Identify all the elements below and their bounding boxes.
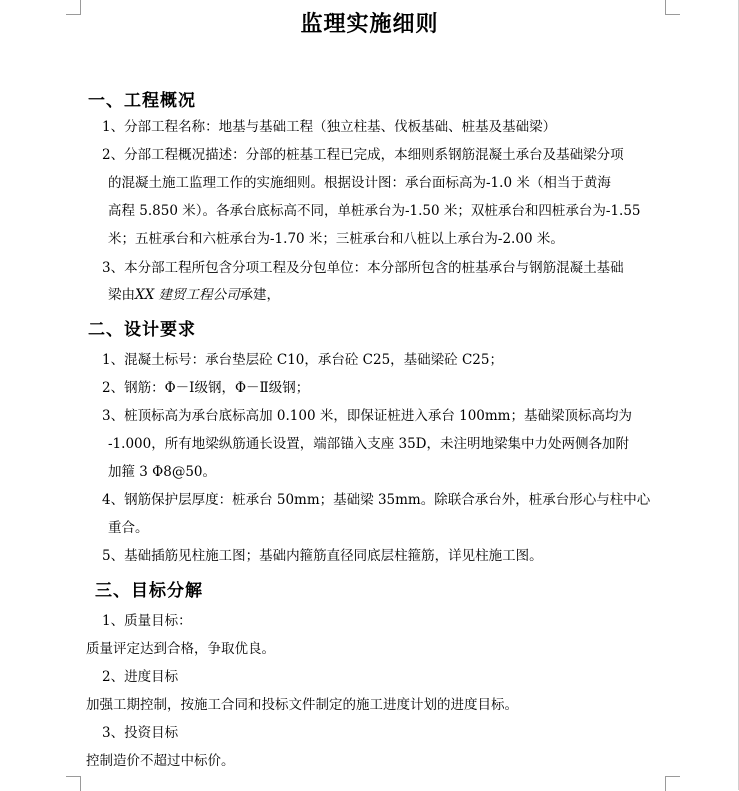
section-heading-overview: 一、工程概况 [88, 91, 196, 111]
page-corner-mark [665, 776, 680, 791]
paragraph-line: 4、钢筋保护层厚度：桩承台 50mm；基础梁 35mm。除联合承台外，桩承台形心与柱中心 [102, 492, 651, 508]
contractor-name: XX 建贸工程公司 [135, 287, 240, 303]
objective-text-schedule: 加强工期控制，按施工合同和投标文件制定的施工进度计划的进度目标。 [86, 697, 518, 713]
paragraph-line: 1、分部工程名称：地基与基础工程（独立柱基、伐板基础、桩基及基础梁） [102, 119, 557, 135]
text-run: 梁由 [108, 287, 135, 303]
paragraph-line: 3、本分部工程所包含分项工程及分包单位：本分部所包含的桩基承台与钢筋混凝土基础 [102, 260, 624, 276]
paragraph-line: 2、钢筋：Φ－Ⅰ级钢，Φ－Ⅱ级钢； [102, 380, 310, 396]
document-title: 监理实施细则 [300, 11, 439, 37]
objective-text-investment: 控制造价不超过中标价。 [86, 753, 235, 769]
paragraph-line: 1、混凝土标号：承台垫层砼 C10，承台砼 C25，基础梁砼 C25； [102, 352, 503, 368]
paragraph-line: 高程 5.850 米）。各承台底标高不同，单桩承台为-1.50 米；双桩承台和四桩承台为-1.55 [108, 203, 641, 219]
objective-label-quality: 1、质量目标： [102, 613, 192, 629]
paragraph-line: 2、分部工程概况描述：分部的桩基工程已完成，本细则系钢筋混凝土承台及基础梁分项 [102, 147, 624, 163]
text-run: 承建， [239, 287, 281, 303]
objective-label-investment: 3、投资目标 [102, 725, 179, 741]
section-heading-objectives: 三、目标分解 [95, 581, 203, 601]
paragraph-line: 加箍 3 Φ8@50。 [108, 464, 217, 480]
paragraph-line: 5、基础插筋见柱施工图；基础内箍筋直径同底层柱箍筋，详见柱施工图。 [102, 548, 543, 564]
objective-text-quality: 质量评定达到合格，争取优良。 [86, 641, 275, 657]
paragraph-line [108, 286, 280, 304]
paragraph-line: 3、桩顶标高为承台底标高加 0.100 米，即保证桩进入承台 100mm；基础梁顶标高均为 [102, 408, 632, 424]
objective-label-schedule: 2、进度目标 [102, 669, 179, 685]
paragraph-line: 重合。 [108, 520, 149, 536]
paragraph-line: 米；五桩承台和六桩承台为-1.70 米；三桩承台和八桩以上承台为-2.00 米。 [108, 231, 564, 247]
paragraph-line: 的混凝土施工监理工作的实施细则。根据设计图：承台面标高为-1.0 米（相当于黄海 [108, 175, 611, 191]
paragraph-line: -1.000，所有地梁纵筋通长设置，端部锚入支座 35D，未注明地梁集中力处两侧各加附 [108, 436, 630, 452]
section-heading-design-requirements: 二、设计要求 [88, 320, 196, 340]
page-corner-mark [66, 776, 81, 791]
